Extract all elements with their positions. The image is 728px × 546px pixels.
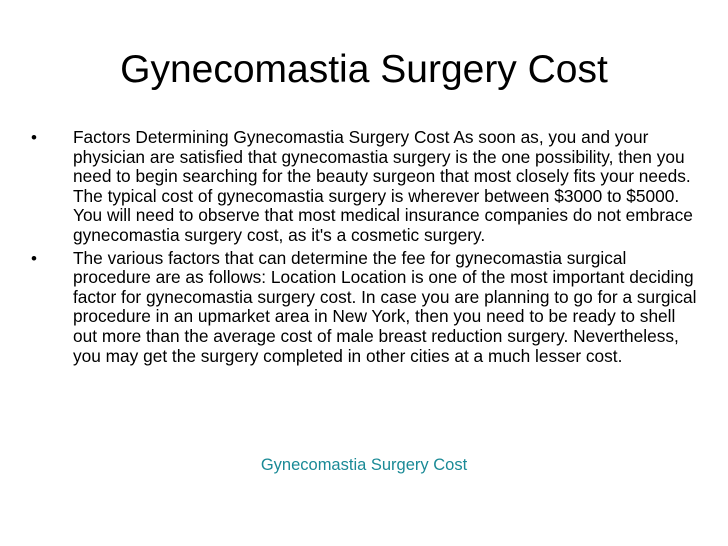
- slide-title: Gynecomastia Surgery Cost: [120, 48, 608, 91]
- bullet-list: [28, 128, 700, 369]
- bullet-item: [28, 128, 700, 246]
- gynecomastia-surgery-cost-link[interactable]: Gynecomastia Surgery Cost: [260, 456, 468, 474]
- bullet-marker: •: [31, 128, 37, 147]
- bullet-text: Factors Determining Gynecomastia Surgery Cost As soon as, you and your physician are satisfied that gynecomastia surgery is the one possibility, then you need to begin searching for the beauty surgeon that most closely fits your needs. The typical cost of gynecomastia surgery is wherever between $3000 to $5000. You will need to observe that most medical insurance companies do not embrace gynecomastia surgery cost, as it's a cosmetic surgery.: [73, 127, 693, 245]
- bullet-marker: •: [31, 248, 37, 268]
- bullet-item: [28, 249, 700, 367]
- bullet-text: The various factors that can determine the fee for gynecomastia surgical procedure are as follows: Location Location is one of the most important deciding factor for gynecomastia surgery cost. In case you are planning to go for a surgical procedure in an upmarket area in New York, then you need to be ready to shell out more than the average cost of male breast reduction surgery. Nevertheless, you may get the surgery completed in other cities at a much lesser cost.: [73, 247, 697, 366]
